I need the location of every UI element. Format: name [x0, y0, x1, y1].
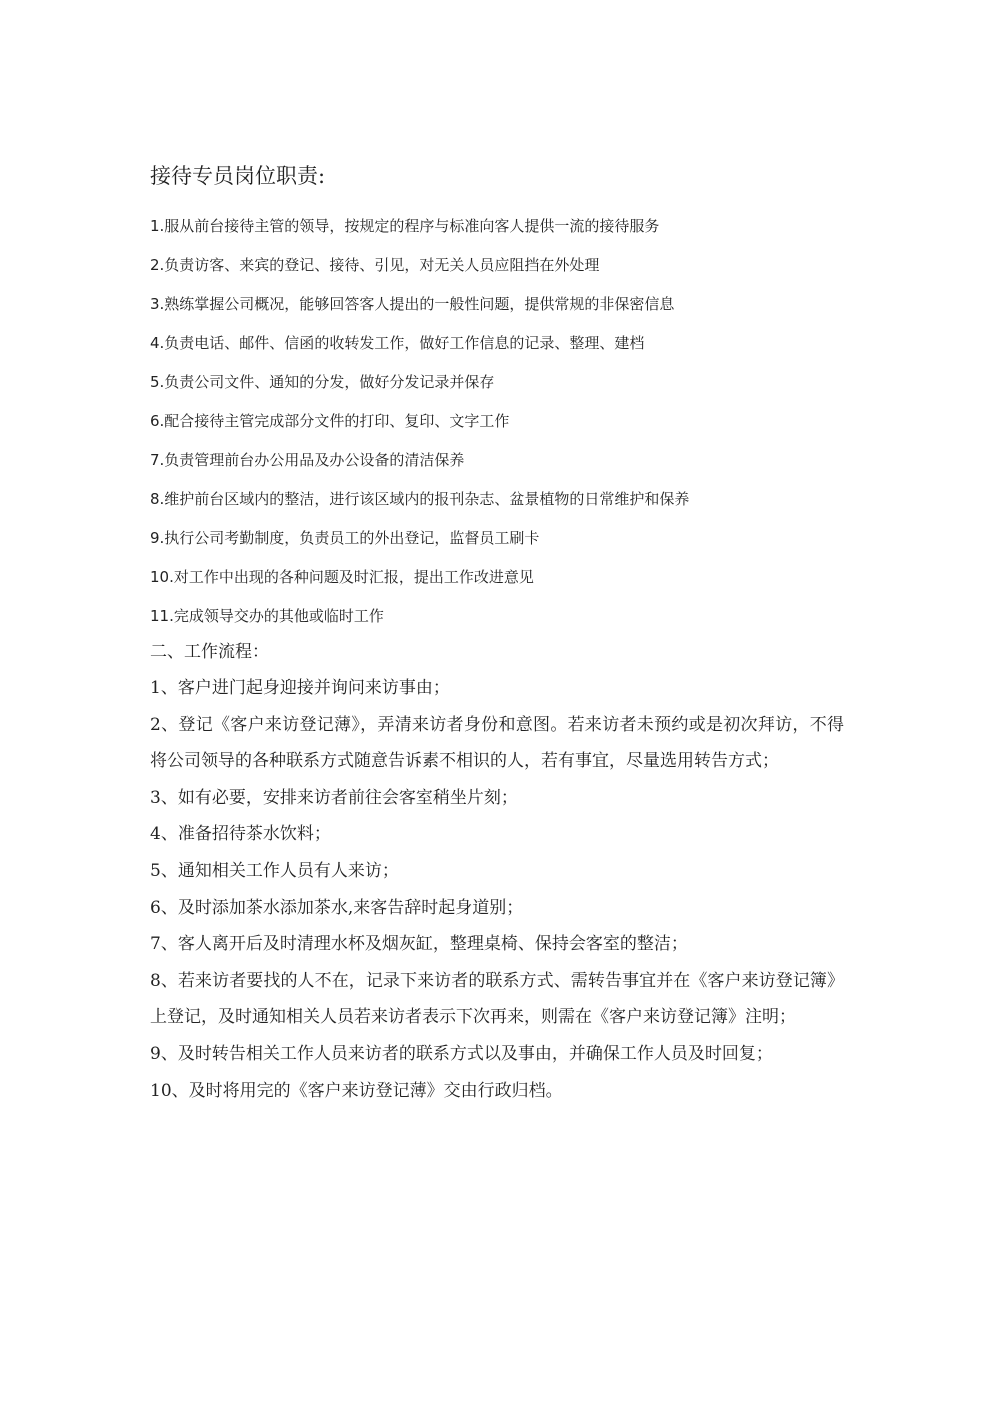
workflow-step: 9、及时转告相关工作人员来访者的联系方式以及事由，并确保工作人员及时回复； [150, 1043, 773, 1064]
duty-item: 10.对工作中出现的各种问题及时汇报，提出工作改进意见 [150, 568, 534, 586]
duty-item: 9.执行公司考勤制度，负责员工的外出登记，监督员工刷卡 [150, 529, 540, 547]
workflow-section [150, 634, 850, 1109]
document-title: 接待专员岗位职责: [150, 164, 326, 188]
duty-item: 2.负责访客、来宾的登记、接待、引见，对无关人员应阻挡在外处理 [150, 256, 600, 274]
duty-item: 3.熟练掌握公司概况，能够回答客人提出的一般性问题，提供常规的非保密信息 [150, 295, 675, 313]
duty-item: 1.服从前台接待主管的领导，按规定的程序与标准向客人提供一流的接待服务 [150, 217, 660, 235]
duty-item: 7.负责管理前台办公用品及办公设备的清洁保养 [150, 451, 465, 469]
duty-item: 8.维护前台区域内的整洁，进行该区域内的报刊杂志、盆景植物的日常维护和保养 [150, 490, 690, 508]
workflow-step: 1、客户进门起身迎接并询问来访事由； [150, 678, 450, 698]
workflow-step: 6、及时添加茶水添加茶水,来客告辞时起身道别； [150, 897, 524, 918]
workflow-step: 2、登记《客户来访登记薄》，弄清来访者身份和意图。若来访者未预约或是初次拜访，不得将公司领导的各种联系方式随意告诉素不相识的人，若有事宜，尽量选用转告方式； [150, 714, 844, 772]
duties-list [150, 207, 850, 636]
workflow-step: 10、及时将用完的《客户来访登记薄》交由行政归档。 [150, 1080, 563, 1101]
workflow-step: 8、若来访者要找的人不在，记录下来访者的联系方式、需转告事宜并在《客户来访登记簿》上登记，及时通知相关人员若来访者表示下次再来，则需在《客户来访登记簿》注明； [150, 970, 844, 1028]
duty-item: 4.负责电话、邮件、信函的收转发工作，做好工作信息的记录、整理、建档 [150, 334, 645, 352]
duty-item: 11.完成领导交办的其他或临时工作 [150, 607, 384, 625]
workflow-step: 4、准备招待茶水饮料； [150, 824, 331, 845]
duty-item: 5.负责公司文件、通知的分发，做好分发记录并保存 [150, 373, 495, 391]
duty-item: 6.配合接待主管完成部分文件的打印、复印、文字工作 [150, 412, 510, 430]
workflow-step: 7、客人离开后及时清理水杯及烟灰缸，整理桌椅、保持会客室的整洁； [150, 934, 688, 955]
workflow-step: 3、如有必要，安排来访者前往会客室稍坐片刻； [150, 787, 518, 808]
workflow-step: 5、通知相关工作人员有人来访； [150, 860, 399, 881]
workflow-steps-list [150, 670, 850, 1109]
workflow-heading: 二、工作流程： [150, 642, 269, 662]
